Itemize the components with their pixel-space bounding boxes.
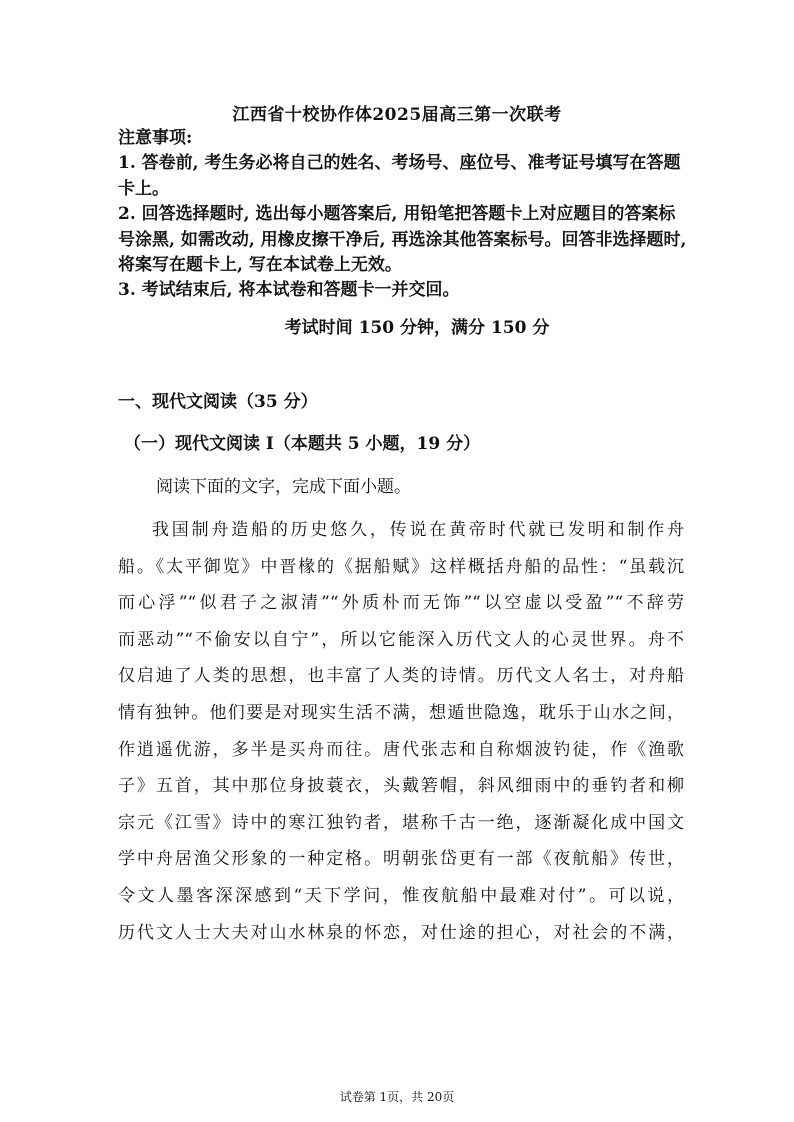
subsection-title: （一）现代文阅读 I（本题共 5 小题，19 分）: [124, 434, 481, 454]
passage-line: 子》五首，其中那位身披蓑衣，头戴箬帽，斜风细雨中的垂钓者和柳: [118, 776, 684, 797]
passage-line: 历代文人士大夫对山水林泉的怀恋，对仕途的担心，对社会的不满，: [118, 922, 684, 943]
exam-time: 考试时间 150 分钟，满分 150 分: [284, 318, 550, 338]
passage-line: 而恶动”“不偷安以自宁”，所以它能深入历代文人的心灵世界。舟不: [118, 629, 684, 650]
reading-instruction: 阅读下面的文字，完成下面小题。: [156, 477, 411, 497]
passage-line: 作逍遥优游，多半是买舟而往。唐代张志和自称烟波钓徒，作《渔歌: [118, 739, 684, 760]
passage-line: 令文人墨客深深感到“天下学问，惟夜航船中最难对付”。可以说，: [118, 885, 684, 906]
exam-title: 江西省十校协作体2025届高三第一次联考: [232, 105, 562, 125]
passage-line: 学中舟居渔父形象的一种定格。明朝张岱更有一部《夜航船》传世，: [118, 849, 684, 870]
passage-line: 仅启迪了人类的思想，也丰富了人类的诗情。历代文人名士，对舟船: [118, 666, 684, 687]
reading-passage: [118, 512, 684, 951]
section-title: 一、现代文阅读（35 分）: [118, 392, 318, 412]
passage-line: 我国制舟造船的历史悠久，传说在黄帝时代就已发明和制作舟: [152, 520, 684, 540]
passage-line: 而心浮”“似君子之淑清”“外质朴而无饰”“以空虚以受盈”“不辞劳: [118, 593, 684, 614]
notice-item: 3. 考试结束后, 将本试卷和答题卡一并交回。: [118, 280, 460, 301]
notice-item: 2. 回答选择题时, 选出每小题答案后, 用铅笔把答题卡上对应题目的答案标号涂黑, 如需改动, 用橡皮擦干净后, 再选涂其他答案标号。回答非选择题时, 将案写在题卡上, 写在本试卷上无效。: [118, 204, 687, 276]
notice-block: [118, 126, 688, 304]
passage-line: 宗元《江雪》诗中的寒江独钓者，堪称千古一绝，逐渐凝化成中国文: [118, 812, 684, 833]
notice-heading: 注意事项:: [118, 128, 193, 148]
passage-line: 船。《太平御览》中晋椽的《据船赋》这样概括舟船的品性：“虽载沉: [118, 556, 684, 577]
notice-item: 1. 答卷前, 考生务必将自己的姓名、考场号、座位号、准考证号填写在答题卡上。: [118, 153, 681, 199]
passage-line: 情有独钟。他们要是对现实生活不满，想遁世隐逸，耽乐于山水之间，: [118, 702, 684, 723]
page-footer: 试卷第 1页，共 20页: [339, 1090, 455, 1104]
